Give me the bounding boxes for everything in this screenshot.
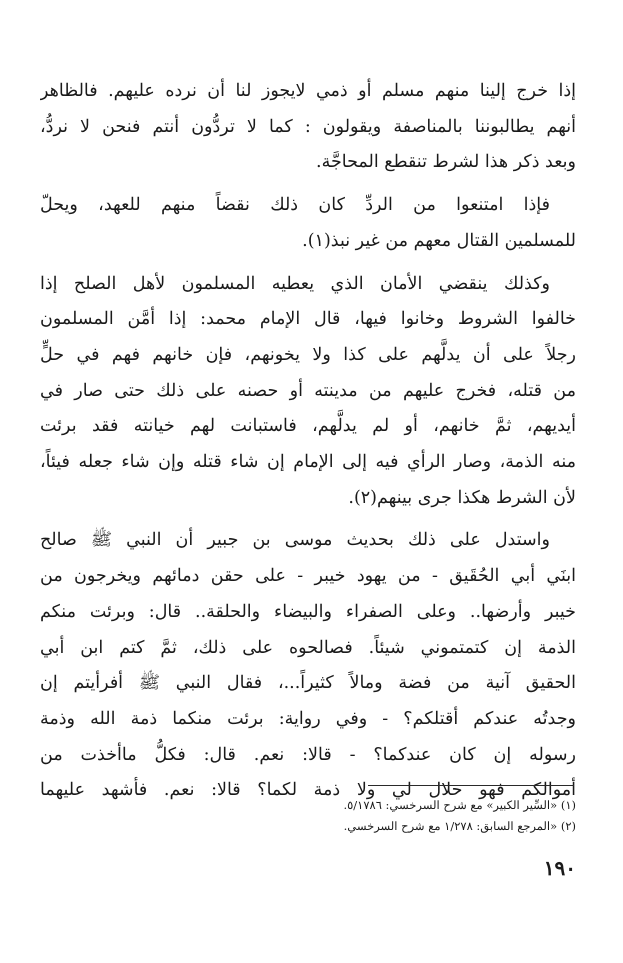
footnote-separator xyxy=(368,785,574,786)
paragraph xyxy=(40,267,576,517)
text-line: وجدتُه عندكم أقتلكم؟ - وفي رواية: برئت منكما ذمة الله وذمة xyxy=(40,708,576,729)
body-text xyxy=(40,74,576,809)
page-number: ١٩٠ xyxy=(543,856,576,880)
footnote: (١) «السِّير الكبير» مع شرح السرخسي: ٥/١٧٨٦. xyxy=(343,798,576,812)
text-line: الذمة إن كتمتموني شيئاً. فصالحوه على ذلك، ثمَّ كتم ابن أبي xyxy=(40,637,576,658)
text-line: أنهم يطالبوننا بالمناصفة ويقولون : كما لا تردُّون أنتم فنحن لا نردُّ، xyxy=(40,116,576,137)
text-line: لأن الشرط هكذا جرى بينهم(٢). xyxy=(348,487,576,508)
text-line: رسوله إن كان عندكما؟ - قالا: نعم. قال: فكلُّ ماأخذت من xyxy=(40,744,576,765)
text-line: منه الذمة، وصار الرأي فيه إلى الإمام إن شاء قتله وإن شاء جعله فيئاً، xyxy=(40,452,576,473)
text-line: أيديهم، ثمَّ خانهم، أو لم يدلَّهم، فاستبانت لهم خيانته فقد برئت xyxy=(40,416,576,437)
text-line: إذا خرج إلينا منهم مسلم أو ذمي لايجوز لنا أن نرده عليهم. فالظاهر xyxy=(40,81,576,101)
text-line: الحقيق آنية من فضة ومالاً كثيراً...، فقال النبي ﷺ أفرأيتم إن xyxy=(40,673,576,694)
text-line: خيبر وأرضها.. وعلى الصفراء والبيضاء والحلقة.. قال: وبرئت منكم xyxy=(40,601,576,622)
paragraph xyxy=(40,523,576,809)
text-line: وبعد ذكر هذا لشرط تنقطع المحاجَّة. xyxy=(316,152,576,173)
text-line: ابنَي أبي الحُقَيق - من يهود خيبر - على حقن دمائهم ويخرجون من xyxy=(40,566,576,587)
text-line: فإذا امتنعوا من الردِّ كان ذلك نقضاً منهم للعهد، ويحلّ xyxy=(40,195,550,216)
text-line: واستدل على ذلك بحديث موسى بن جبير أن النبي ﷺ صالح xyxy=(40,530,550,551)
text-line: خالفوا الشروط وخانوا فيها، قال الإمام محمد: إذا أمَّن المسلمون xyxy=(40,309,576,330)
paragraph xyxy=(40,74,576,181)
paragraph xyxy=(40,188,576,259)
footnotes xyxy=(200,795,576,837)
text-line: وكذلك ينقضي الأمان الذي يعطيه المسلمون لأهل الصلح إذا xyxy=(40,273,550,294)
text-line: من قتله، فخرج عليهم من مدينته أو حصنه على ذلك حتى صار في xyxy=(40,380,576,401)
footnote: (٢) «المرجع السابق: ١/٢٧٨ مع شرح السرخسي. xyxy=(343,819,576,833)
text-line: للمسلمين القتال معهم من غير نبذ(١). xyxy=(302,230,576,251)
text-line: رجلاً على أن يدلَّهم على كذا ولا يخونهم، فإن خانهم فهم في حلٍّ xyxy=(40,344,576,365)
text-line: أموالكم فهو حلال لي ولا ذمة لكما؟ قالا: نعم. فأشهد عليهما xyxy=(40,780,576,801)
